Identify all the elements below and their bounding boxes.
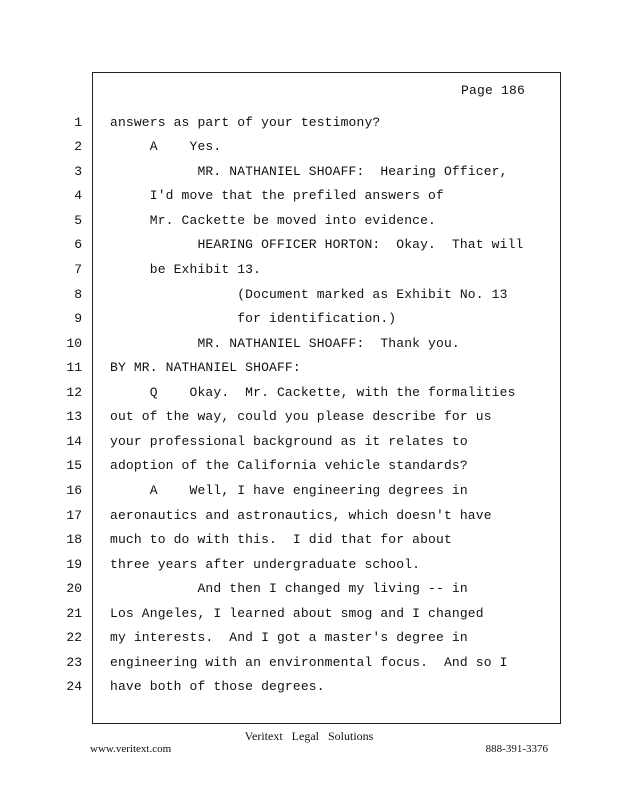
line-text: BY MR. NATHANIEL SHOAFF: <box>110 360 301 375</box>
line-number: 9 <box>74 311 82 326</box>
line-text: answers as part of your testimony? <box>110 115 381 130</box>
line-number: 11 <box>66 360 82 375</box>
line-number: 14 <box>66 434 82 449</box>
line-text: Los Angeles, I learned about smog and I changed <box>110 606 484 621</box>
line-number: 6 <box>74 237 82 252</box>
line-text: (Document marked as Exhibit No. 13 <box>110 287 508 302</box>
line-text: A Well, I have engineering degrees in <box>110 483 468 498</box>
line-text: much to do with this. I did that for about <box>110 532 452 547</box>
line-number: 20 <box>66 581 82 596</box>
line-text: three years after undergraduate school. <box>110 557 421 572</box>
line-number: 18 <box>66 532 82 547</box>
line-text: And then I changed my living -- in <box>110 581 468 596</box>
line-number: 17 <box>66 508 82 523</box>
line-number: 8 <box>74 287 82 302</box>
line-number: 23 <box>66 655 82 670</box>
line-number: 15 <box>66 458 82 473</box>
footer-website: www.veritext.com <box>90 743 172 755</box>
line-text: Mr. Cackette be moved into evidence. <box>110 213 437 228</box>
line-text: your professional background as it relates to <box>110 434 468 449</box>
footer-phone: 888-391-3376 <box>485 743 548 755</box>
line-number: 1 <box>74 115 82 130</box>
line-text: MR. NATHANIEL SHOAFF: Thank you. <box>110 336 460 351</box>
line-number: 7 <box>74 262 82 277</box>
line-number: 22 <box>66 630 82 645</box>
line-text: Q Okay. Mr. Cackette, with the formalities <box>110 385 516 400</box>
line-number: 4 <box>74 188 82 203</box>
line-text: for identification.) <box>110 311 397 326</box>
line-number: 21 <box>66 606 82 621</box>
line-number: 13 <box>66 409 82 424</box>
line-number: 2 <box>74 139 82 154</box>
line-number: 5 <box>74 213 82 228</box>
line-number: 3 <box>74 164 82 179</box>
line-number: 12 <box>66 385 82 400</box>
line-text: my interests. And I got a master's degree in <box>110 630 468 645</box>
line-text: I'd move that the prefiled answers of <box>110 188 444 203</box>
footer-company: Veritext Legal Solutions <box>244 729 374 743</box>
line-text: have both of those degrees. <box>110 679 325 694</box>
line-text: A Yes. <box>110 139 222 154</box>
line-text: MR. NATHANIEL SHOAFF: Hearing Officer, <box>110 164 508 179</box>
line-number: 19 <box>66 557 82 572</box>
line-text: engineering with an environmental focus. And so I <box>110 655 508 670</box>
line-text: out of the way, could you please describe for us <box>110 409 492 424</box>
line-text: HEARING OFFICER HORTON: Okay. That will <box>110 237 524 252</box>
line-text: aeronautics and astronautics, which doesn't have <box>110 508 492 523</box>
line-number: 16 <box>66 483 82 498</box>
line-number: 10 <box>66 336 82 351</box>
line-text: adoption of the California vehicle standards? <box>110 458 468 473</box>
page-number: Page 186 <box>460 83 525 98</box>
line-number: 24 <box>66 679 82 694</box>
line-text: be Exhibit 13. <box>110 262 262 277</box>
